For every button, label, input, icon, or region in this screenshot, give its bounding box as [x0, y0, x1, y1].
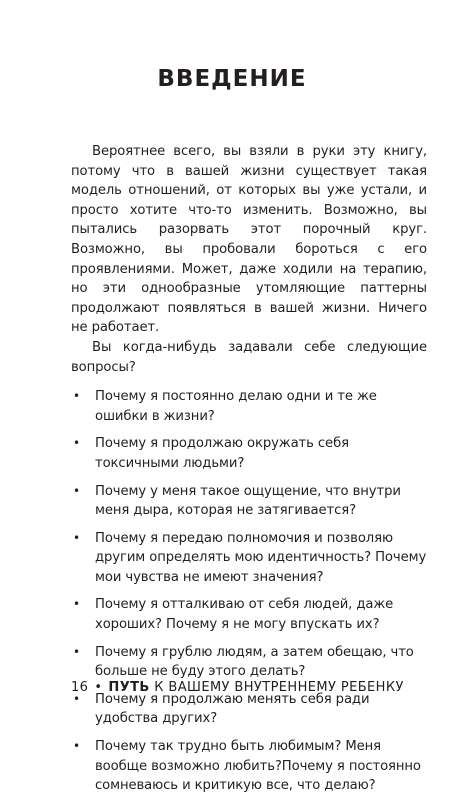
- questions-lead-paragraph: Вы когда-нибудь задавали себе следующие вопросы?: [71, 339, 427, 375]
- question-text: Почему я грублю людям, а затем обещаю, что больше не буду этого делать?: [95, 644, 414, 680]
- page-number: 16: [71, 680, 89, 695]
- list-item: [71, 529, 427, 588]
- list-item: [71, 690, 427, 729]
- list-item: [71, 595, 427, 634]
- chapter-body: [71, 142, 427, 804]
- question-text: Почему я постоянно делаю одни и те же ошибки в жизни?: [95, 389, 377, 424]
- intro-paragraph: Вероятнее всего, вы взяли в руки эту книгу, потому что в вашей жизни существует такая модель отношений, от которых вы уже устали, и просто хотите что-то изменить. Возможно, вы пытались разорвать этот порочный круг. Возможно, вы пробовали бороться с его проявлениями. Может, даже ходили на терапию, но эти однообразные утомляющие паттерны продолжают появляться в вашей жизни. Ничего не работает.: [71, 144, 427, 336]
- list-item: [71, 643, 427, 682]
- list-item: [71, 434, 427, 473]
- question-list: [71, 387, 427, 796]
- book-title-rest: К ВАШЕМУ ВНУТРЕННЕМУ РЕБЕНКУ: [154, 680, 404, 695]
- bullet-icon: •: [73, 436, 80, 451]
- bullet-icon: •: [73, 483, 80, 498]
- running-footer: [71, 680, 404, 695]
- list-item: [71, 737, 427, 796]
- chapter-heading: ВВЕДЕНИЕ: [157, 66, 307, 92]
- book-title-bold: ПУТЬ: [108, 680, 150, 695]
- question-text: Почему так трудно быть любимым? Меня вообще возможно любить?Почему я постоянно сомневаюсь и критикую все, что делаю?: [95, 739, 421, 794]
- question-text: Почему я продолжаю окружать себя токсичными людьми?: [95, 436, 349, 471]
- bullet-icon: •: [73, 597, 80, 612]
- list-item: [71, 387, 427, 426]
- bullet-icon: •: [73, 691, 80, 706]
- question-text: Почему у меня такое ощущение, что внутри меня дыра, которая не затягивается?: [95, 483, 401, 519]
- bullet-icon: •: [73, 530, 80, 545]
- footer-separator: •: [94, 680, 103, 695]
- list-item: [71, 482, 427, 521]
- bullet-icon: •: [73, 644, 80, 659]
- question-text: Почему я продолжаю менять себя ради удобства других?: [95, 691, 370, 727]
- question-text: Почему я передаю полномочия и позволяю другим определять мою идентичность? Почему мои чувства не имеют значения?: [95, 530, 427, 585]
- question-text: Почему я отталкиваю от себя людей, даже хороших? Почему я не могу впускать их?: [95, 597, 394, 633]
- bullet-icon: •: [73, 739, 80, 754]
- bullet-icon: •: [73, 389, 80, 404]
